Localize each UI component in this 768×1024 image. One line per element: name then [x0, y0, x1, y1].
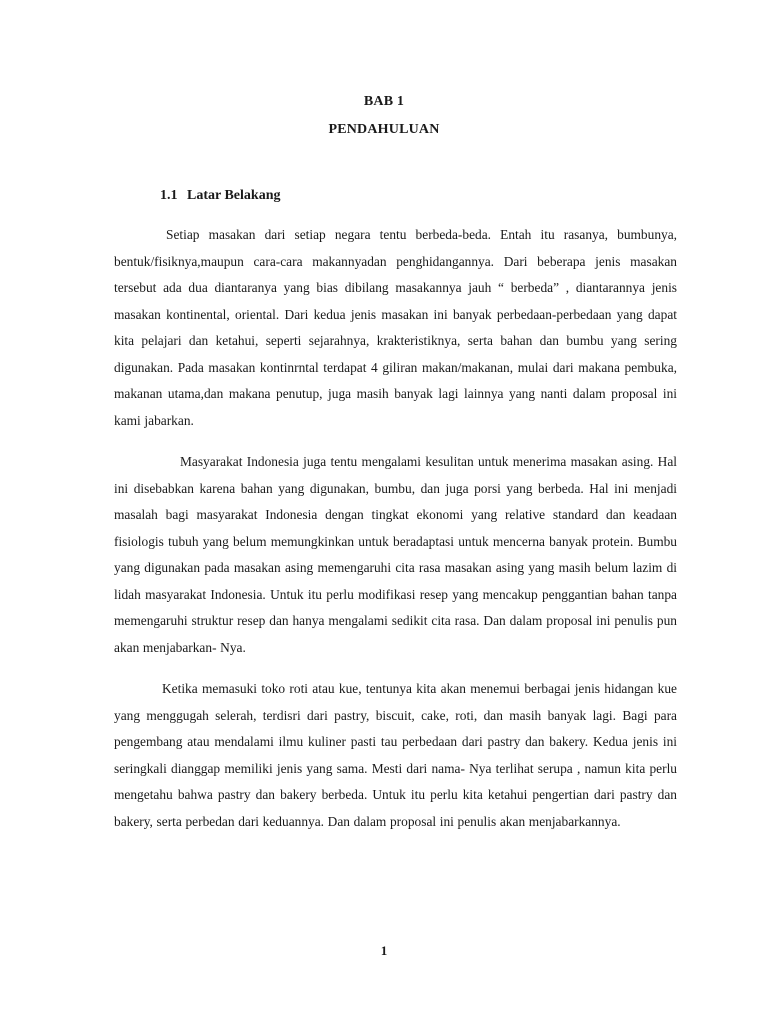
page-number: 1 — [380, 943, 388, 958]
section-title: Latar Belakang — [187, 188, 281, 203]
section-number: 1.1 — [160, 188, 178, 203]
body-text — [114, 222, 677, 850]
section-heading — [160, 188, 280, 204]
paragraph-1: Setiap masakan dari setiap negara tentu berbeda-beda. Entah itu rasanya, bumbunya, bentuk/fisiknya,maupun cara-cara makannyadan penghidangannya. Dari beberapa jenis masakan tersebut ada dua diantaranya yang bias dibilang masakannya jauh “ berbeda” , diantarannya jenis masakan kontinental, oriental. Dari kedua jenis masakan ini banyak perbedaan-perbedaan yang dapat kita pelajari dan ketahui, seperti sejarahnya, krakteristiknya, serta bahan dan bumbu yang sering digunakan. Pada masakan kontinrntal terdapat 4 giliran makan/makanan, mulai dari makana pembuka, makanan utama,dan makana penutup, juga masih banyak lagi lainnya yang nanti dalam proposal ini kami jabarkan. — [114, 227, 677, 428]
paragraph-3: Ketika memasuki toko roti atau kue, tentunya kita akan menemui berbagai jenis hidangan kue yang menggugah selerah, terdisri dari pastry, biscuit, cake, roti, dan masih banyak lagi. Bagi para pengembang atau mendalami ilmu kuliner pasti tau perbedaan dari pastry dan bakery. Kedua jenis ini seringkali dianggap memiliki jenis yang sama. Mesti dari nama- Nya terlihat serupa , namun kita perlu mengetahu bahwa pastry dan bakery berbeda. Untuk itu perlu kita ketahui pengertian dari pastry dan bakery, serta perbedan dari keduannya. Dan dalam proposal ini penulis akan menjabarkannya. — [114, 681, 677, 829]
chapter-heading: BAB 1 — [363, 94, 405, 109]
paragraph-2: Masyarakat Indonesia juga tentu mengalami kesulitan untuk menerima masakan asing. Hal ini disebabkan karena bahan yang digunakan, bumbu, dan juga porsi yang berbeda. Hal ini menjadi masalah bagi masyarakat Indonesia dengan tingkat ekonomi yang relative standard dan keadaan fisiologis tubuh yang belum memungkinkan untuk beradaptasi untuk mencerna banyak protein. Bumbu yang digunakan pada masakan asing memengaruhi cita rasa masakan asing yang masih belum lazim di lidah masyarakat Indonesia. Untuk itu perlu modifikasi resep yang mencakup penggantian bahan tanpa memengaruhi struktur resep dan hanya mengalami sedikit cita rasa. Dan dalam proposal ini penulis pun akan menjabarkan- Nya. — [114, 454, 677, 655]
chapter-title: PENDAHULUAN — [328, 122, 440, 137]
